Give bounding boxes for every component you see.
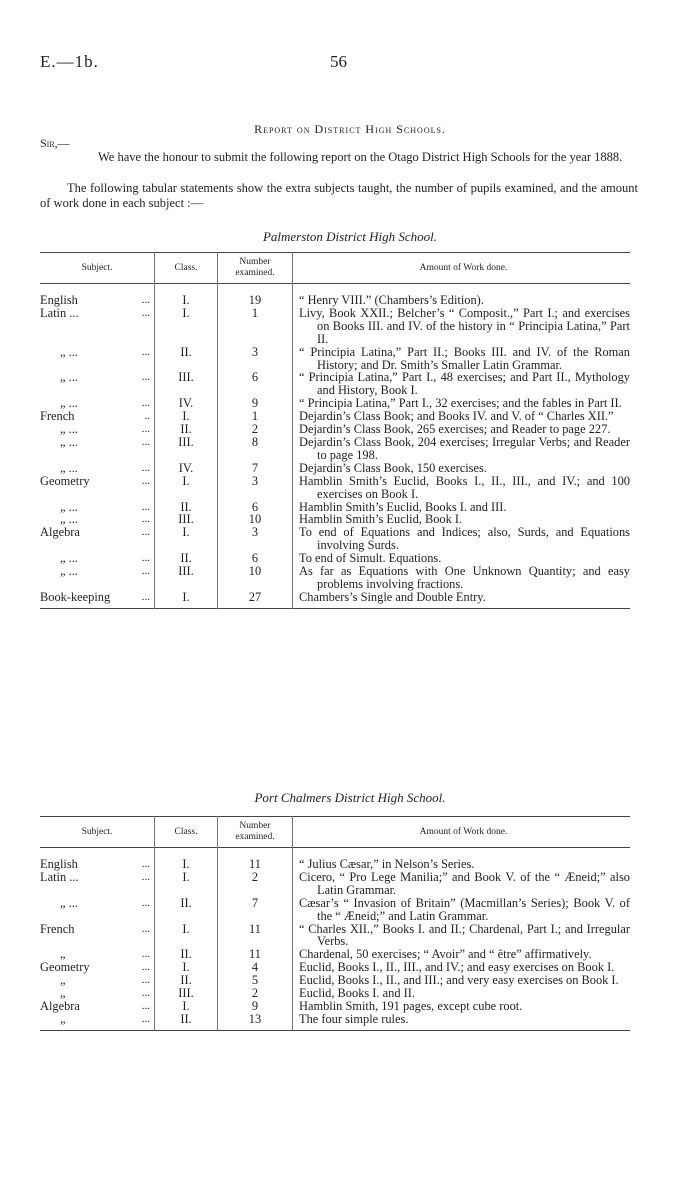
leader-dots: ...: [141, 513, 150, 526]
work-text: “ Principia Latina,” Part I., 48 exercises; and Part II., Mythology and History, Book I.: [299, 370, 630, 398]
subject-cell: [40, 436, 155, 462]
number-cell: 19: [218, 284, 293, 307]
work-cell: [293, 284, 631, 307]
leader-dots: ...: [141, 526, 150, 539]
subject-text: „: [60, 947, 66, 962]
class-cell: I.: [155, 591, 218, 608]
work-text: Hamblin Smith’s Euclid, Books I. and III.: [299, 499, 507, 514]
col-number: Number examined.: [218, 817, 293, 848]
work-text: Euclid, Books I., II., and III.; and very easy exercises on Book I.: [299, 973, 619, 988]
class-cell: I.: [155, 1000, 218, 1013]
work-text: “ Charles XII.,” Books I. and II.; Chardenal, Part I.; and Irregular Verbs.: [299, 921, 630, 949]
subject-text: „ ...: [60, 422, 78, 437]
table-row: [40, 1013, 630, 1030]
col-number: Number examined.: [218, 253, 293, 284]
leader-dots: ...: [141, 371, 150, 384]
subject-cell: [40, 848, 155, 871]
work-cell: [293, 526, 631, 552]
class-cell: I.: [155, 871, 218, 897]
subject-cell: [40, 1000, 155, 1013]
work-text: “ Principia Latina,” Part II.; Books III. and IV. of the Roman History; and Dr. Smith’s Smaller Latin Grammar.: [299, 344, 630, 372]
subject-text: „ ...: [60, 564, 78, 579]
work-text: Hamblin Smith’s Euclid, Books I., II., III., and IV.; and 100 exercises on Book I.: [299, 473, 630, 501]
subject-cell: [40, 923, 155, 949]
number-cell: 11: [218, 948, 293, 961]
subject-text: Geometry: [40, 473, 90, 488]
number-cell: 9: [218, 1000, 293, 1013]
leader-dots: ...: [141, 961, 150, 974]
subject-cell: [40, 591, 155, 608]
class-cell: III.: [155, 436, 218, 462]
work-cell: [293, 436, 631, 462]
subject-text: „ ...: [60, 499, 78, 514]
leader-dots: ...: [141, 999, 150, 1012]
subject-text: „: [60, 986, 66, 1001]
work-text: The four simple rules.: [299, 1011, 409, 1026]
class-cell: I.: [155, 475, 218, 501]
leader-dots: ...: [141, 294, 150, 306]
work-text: Livy, Book XXII.; Belcher’s “ Composit.,” Part I.; and exercises on Books III. and IV. of the history in “ Principia Latina,” Part II.: [299, 305, 630, 346]
subject-text: „ ...: [60, 895, 78, 910]
leader-dots: ...: [141, 858, 150, 870]
table-row: [40, 284, 630, 307]
leader-dots: ...: [141, 474, 150, 487]
table-title-palmerston: Palmerston District High School.: [262, 229, 438, 244]
subject-text: „ ...: [60, 551, 78, 566]
work-text: Dejardin’s Class Book; and Books IV. and V. of “ Charles XII.”: [299, 409, 614, 424]
number-cell: 5: [218, 974, 293, 987]
class-cell: II.: [155, 552, 218, 565]
leader-dots: ...: [141, 397, 150, 410]
work-text: Hamblin Smith, 191 pages, except cube root.: [299, 998, 523, 1013]
work-text: Cæsar’s “ Invasion of Britain” (Macmillan’s Series); Book V. of the “ Æneid;” and Latin Grammar.: [299, 895, 630, 923]
col-work: Amount of Work done.: [293, 817, 631, 848]
work-text: As far as Equations with One Unknown Quantity; and easy problems involving fractions.: [299, 564, 630, 591]
leader-dots: ..: [144, 410, 150, 423]
table-row: [40, 436, 630, 462]
work-text: Dejardin’s Class Book, 150 exercises.: [299, 460, 487, 475]
table-row: [40, 848, 630, 871]
number-cell: 7: [218, 897, 293, 923]
work-text: Euclid, Books I. and II.: [299, 986, 415, 1001]
leader-dots: ...: [141, 987, 150, 1000]
number-cell: 3: [218, 526, 293, 552]
table-row: [40, 371, 630, 397]
class-cell: II.: [155, 974, 218, 987]
number-cell: 2: [218, 987, 293, 1000]
col-subject: Subject.: [81, 262, 113, 273]
number-cell: 1: [218, 307, 293, 346]
work-cell: [293, 591, 631, 608]
work-cell: [293, 565, 631, 591]
subject-cell: [40, 526, 155, 552]
document-code: E.—1b.: [40, 52, 99, 71]
work-text: “ Henry VIII.” (Chambers’s Edition).: [299, 293, 484, 307]
number-cell: 9: [218, 397, 293, 410]
leader-dots: ...: [141, 552, 150, 565]
subject-text: Algebra: [40, 525, 80, 540]
leader-dots: ...: [141, 306, 150, 319]
report-title: Report on District High Schools.: [254, 122, 446, 136]
class-cell: II.: [155, 501, 218, 514]
subject-cell: [40, 565, 155, 591]
class-cell: II.: [155, 423, 218, 436]
number-cell: 6: [218, 371, 293, 397]
number-cell: 10: [218, 565, 293, 591]
number-cell: 8: [218, 436, 293, 462]
number-cell: 3: [218, 475, 293, 501]
subject-cell: [40, 897, 155, 923]
palmerston-table: [40, 252, 630, 609]
class-cell: III.: [155, 565, 218, 591]
subject-text: Geometry: [40, 960, 90, 975]
subject-text: Latin ...: [40, 305, 79, 320]
class-cell: I.: [155, 848, 218, 871]
number-cell: 3: [218, 346, 293, 372]
number-cell: 27: [218, 591, 293, 608]
work-cell: [293, 897, 631, 923]
col-class: Class.: [155, 817, 218, 848]
subject-cell: [40, 871, 155, 897]
work-cell: [293, 871, 631, 897]
intro-paragraph: We have the honour to submit the following report on the Otago District High Schools for the year 1888.: [98, 150, 623, 164]
table-row: [40, 897, 630, 923]
subject-cell: [40, 346, 155, 372]
leader-dots: ...: [141, 896, 150, 909]
subject-text: Book-keeping: [40, 589, 111, 604]
number-cell: 6: [218, 501, 293, 514]
subject-text: Algebra: [40, 998, 80, 1013]
class-cell: III.: [155, 987, 218, 1000]
table-row: [40, 923, 630, 949]
subject-text: English: [40, 293, 78, 307]
subject-cell: [40, 307, 155, 346]
leader-dots: ...: [141, 461, 150, 474]
work-cell: [293, 346, 631, 372]
work-cell: [293, 923, 631, 949]
work-cell: [293, 462, 631, 475]
subject-cell: [40, 1013, 155, 1030]
subject-text: Latin ...: [40, 869, 79, 884]
table-title-port-chalmers: Port Chalmers District High School.: [254, 790, 446, 805]
subject-cell: [40, 284, 155, 307]
leader-dots: ...: [141, 870, 150, 883]
number-cell: 4: [218, 961, 293, 974]
subject-cell: [40, 475, 155, 501]
work-text: Chardenal, 50 exercises; “ Avoir” and “ être” affirmatively.: [299, 947, 592, 962]
subject-text: „ ...: [60, 344, 78, 359]
class-cell: II.: [155, 346, 218, 372]
leader-dots: ...: [141, 1012, 150, 1025]
subject-text: „ ...: [60, 512, 78, 527]
class-cell: IV.: [155, 397, 218, 410]
table-header-row: [40, 253, 630, 284]
subject-text: „: [60, 973, 66, 988]
work-text: Cicero, “ Pro Lege Manilia;” and Book V. of the “ Æneid;” also Latin Grammar.: [299, 869, 630, 897]
number-cell: 11: [218, 848, 293, 871]
col-subject: Subject.: [81, 826, 113, 837]
table-row: [40, 565, 630, 591]
number-cell: 2: [218, 423, 293, 436]
subject-text: French: [40, 409, 75, 424]
number-cell: 2: [218, 871, 293, 897]
class-cell: I.: [155, 923, 218, 949]
work-text: Dejardin’s Class Book, 265 exercises; and Reader to page 227.: [299, 422, 611, 437]
work-text: “ Julius Cæsar,” in Nelson’s Series.: [299, 857, 475, 871]
work-text: To end of Simult. Equations.: [299, 551, 442, 566]
subject-text: French: [40, 921, 75, 936]
work-text: Chambers’s Single and Double Entry.: [299, 589, 486, 604]
work-text: Dejardin’s Class Book, 204 exercises; Irregular Verbs; and Reader to page 198.: [299, 434, 630, 462]
col-class: Class.: [155, 253, 218, 284]
subject-text: „ ...: [60, 434, 78, 449]
subject-text: „ ...: [60, 370, 78, 385]
work-cell: [293, 475, 631, 501]
class-cell: IV.: [155, 462, 218, 475]
class-cell: I.: [155, 961, 218, 974]
class-cell: III.: [155, 371, 218, 397]
class-cell: II.: [155, 897, 218, 923]
leader-dots: ...: [141, 974, 150, 987]
leader-dots: ...: [141, 435, 150, 448]
number-cell: 6: [218, 552, 293, 565]
subject-cell: [40, 371, 155, 397]
table-row: [40, 346, 630, 372]
table-row: [40, 1000, 630, 1013]
number-cell: 10: [218, 513, 293, 526]
subject-text: „ ...: [60, 460, 78, 475]
number-cell: 13: [218, 1013, 293, 1030]
leader-dots: ...: [141, 565, 150, 578]
page-number: 56: [330, 52, 347, 71]
work-cell: [293, 307, 631, 346]
work-text: Hamblin Smith’s Euclid, Book I.: [299, 512, 463, 527]
work-cell: [293, 1013, 631, 1030]
class-cell: I.: [155, 284, 218, 307]
leader-dots: ...: [141, 948, 150, 961]
table-row: [40, 307, 630, 346]
subject-text: English: [40, 857, 78, 871]
class-cell: II.: [155, 1013, 218, 1030]
table-row: [40, 871, 630, 897]
class-cell: I.: [155, 526, 218, 552]
leader-dots: ...: [141, 345, 150, 358]
class-cell: I.: [155, 307, 218, 346]
port-chalmers-table: [40, 816, 630, 1031]
number-cell: 7: [218, 462, 293, 475]
leader-dots: ...: [141, 500, 150, 513]
class-cell: II.: [155, 948, 218, 961]
statement-paragraph: The following tabular statements show the extra subjects taught, the number of pupils examined, and the amount of work done in each subject :—: [40, 181, 638, 210]
work-cell: [293, 371, 631, 397]
class-cell: I.: [155, 410, 218, 423]
table-row: [40, 591, 630, 608]
number-cell: 11: [218, 923, 293, 949]
leader-dots: ...: [141, 922, 150, 935]
table-row: [40, 526, 630, 552]
subject-text: „: [60, 1011, 66, 1026]
table-row: [40, 475, 630, 501]
leader-dots: ...: [141, 590, 150, 603]
work-text: To end of Equations and Indices; also, Surds, and Equations involving Surds.: [299, 525, 630, 553]
leader-dots: ...: [141, 423, 150, 436]
table-row: [40, 462, 630, 475]
subject-text: „ ...: [60, 396, 78, 411]
salutation: Sir,—: [40, 136, 70, 150]
table-header-row: [40, 817, 630, 848]
work-cell: [293, 1000, 631, 1013]
col-work: Amount of Work done.: [293, 253, 631, 284]
number-cell: 1: [218, 410, 293, 423]
work-text: “ Principia Latina,” Part I., 32 exercises; and the fables in Part II.: [299, 396, 622, 411]
class-cell: III.: [155, 513, 218, 526]
work-text: Euclid, Books I., II., III., and IV.; and easy exercises on Book I.: [299, 960, 615, 975]
work-cell: [293, 848, 631, 871]
